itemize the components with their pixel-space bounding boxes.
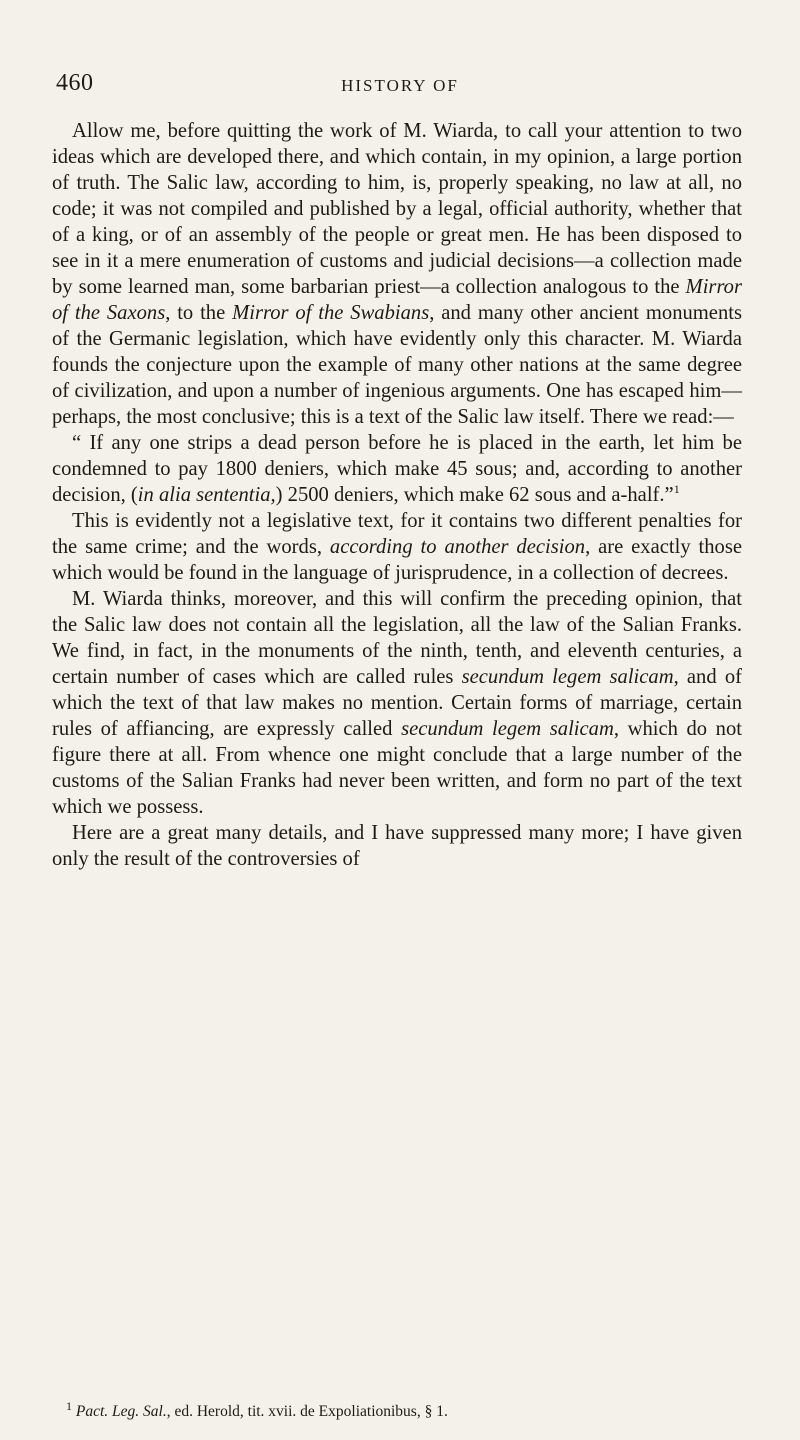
- title-mirror-of-the-saxons: Mirror of the Saxons: [52, 276, 742, 324]
- footnote-reference: 1: [673, 482, 680, 497]
- emphasized-phrase: according to another decision: [329, 536, 586, 558]
- footnote: $^1$ Pact. Leg. Sal., ed. Herold, tit. xvii. de Expoliationibus, § 1.: [66, 1398, 448, 1420]
- footnote-source: Pact. Leg. Sal.: [75, 1403, 167, 1420]
- page-number: 460: [56, 70, 94, 96]
- latin-phrase: in alia sententia,: [137, 484, 276, 506]
- title-mirror-of-the-swabians: Mirror of the Swabians: [232, 302, 430, 324]
- paragraph-salian-franks: M. Wiarda thinks, moreover, and this will confirm the preceding opinion, that the Salic law does not contain all the legislation, all the law of the Salian Franks. We find, in fact, in the monuments of the ninth, tenth, and eleventh centuries, a certain number of cases which are called rules secundum legem salicam, and of which the text of that law makes no mention. Certain forms of marriage, certain rules of affiancing, are expressly called secundum legem salicam, which do not figure there at all. From whence one might conclude that a large number of the customs of the Salian Franks had never been written, and form no part of the text which we possess.: [52, 588, 742, 818]
- paragraph-wiarda-ideas: Allow me, before quitting the work of M. Wiarda, to call your attention to two ideas which are developed there, and which contain, in my opinion, a large portion of truth. The Salic law, according to him, is, properly speaking, no law at all, no code; it was not compiled and published by a legal, official authority, whether that of a king, or of an assembly of the people or great men. He has been disposed to see in it a mere enumeration of customs and judicial decisions—a collection made by some learned man, some barbarian priest—a collection analogous to the Mirror of the Saxons, to the Mirror of the Swabians, and many other ancient monuments of the Germanic legislation, which have evidently only this character. M. Wiarda founds the conjecture upon the example of many other nations at the same degree of civilization, and upon a number of ingenious arguments. One has escaped him—perhaps, the most conclusive; this is a text of the Salic law itself. There we read:—: [52, 120, 742, 428]
- running-head: HISTORY OF: [341, 76, 459, 95]
- body-text: [52, 118, 742, 872]
- paragraph-quoted-law: “ If any one strips a dead person before he is placed in the earth, let him be condemned to pay 1800 deniers, which make 45 sous; and, according to another decision, (in alia sententia,) 2500 deniers, which make 62 sous and a-half.”$^1$: [52, 432, 742, 506]
- footnote-marker: 1: [66, 1398, 72, 1413]
- latin-phrase: secundum legem salicam: [401, 718, 614, 740]
- paragraph-closing: Here are a great many details, and I have suppressed many more; I have given only the result of the controversies of: [52, 822, 742, 870]
- paragraph-legislative-text: This is evidently not a legislative text, for it contains two different penalties for the same crime; and the words, according to another decision, are exactly those which would be found in the language of jurisprudence, in a collection of decrees.: [52, 510, 742, 584]
- latin-phrase: secundum legem salicam: [461, 666, 674, 688]
